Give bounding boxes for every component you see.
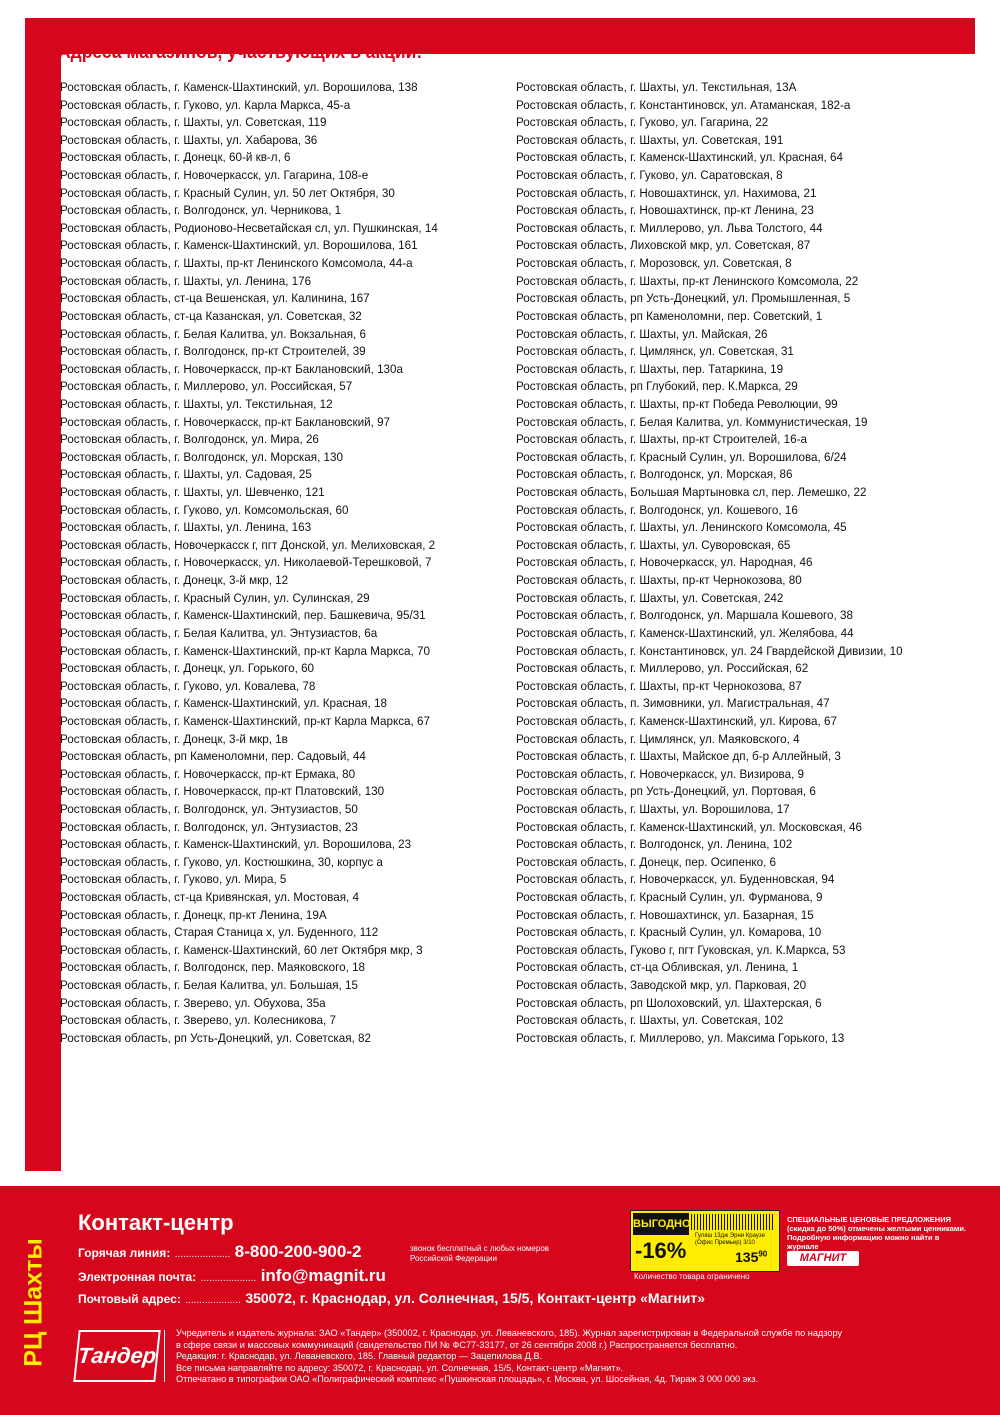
store-address: Ростовская область, г. Красный Сулин, ул. Комарова, 10 [516,925,822,940]
store-address: Ростовская область, г. Каменск-Шахтинский, 60 лет Октября мкр, 3 [60,942,423,957]
store-address: Ростовская область, рп Усть-Донецкий, ул. Промышленная, 5 [516,291,851,306]
store-address: Ростовская область, г. Константиновск, ул. 24 Гвардейской Дивизии, 10 [516,643,903,658]
legal-text [176,1328,976,1386]
store-address: Ростовская область, г. Шахты, пр-кт Строителей, 16-а [516,432,807,447]
store-address: Ростовская область, Заводской мкр, ул. Парковая, 20 [516,978,807,993]
store-address: Ростовская область, Большая Мартыновка сл, пер. Лемешко, 22 [516,485,867,500]
address-list-right [516,79,927,1048]
special-offers-text: СПЕЦИАЛЬНЫЕ ЦЕНОВЫЕ ПРЕДЛОЖЕНИЯ (скидка до 50%) отмечены желтыми ценниками. Подробную информацию можно найти в журнале [787,1215,967,1251]
store-address: Ростовская область, г. Гуково, ул. Комсомольская, 60 [60,502,349,517]
page-title: Адреса магазинов, участвующих в акции: [58,42,423,63]
store-address: Ростовская область, г. Красный Сулин, ул. Фурманова, 9 [516,890,823,905]
store-address: Ростовская область, ст-ца Вешенская, ул. Калинина, 167 [60,291,370,306]
store-address: Ростовская область, г. Шахты, ул. Советская, 102 [516,1013,784,1028]
store-address: Ростовская область, г. Константиновск, ул. Атаманская, 182-а [516,97,851,112]
store-address: Ростовская область, г. Гуково, ул. Мира, 5 [60,872,287,887]
store-address: Ростовская область, г. Шахты, ул. Хабарова, 36 [60,132,318,147]
store-address: Ростовская область, г. Шахты, ул. Ленина, 176 [60,273,312,288]
store-address: Ростовская область, Гуково г, пгт Гуковская, ул. К.Маркса, 53 [516,942,846,957]
store-address: Ростовская область, г. Гуково, ул. Саратовская, 8 [516,168,783,183]
email-dots: .................... [200,1273,257,1284]
store-address: Ростовская область, г. Каменск-Шахтинский, пр-кт Карла Маркса, 70 [60,643,430,658]
email-link[interactable]: info@magnit.ru [260,1266,386,1285]
store-address: Ростовская область, г. Шахты, ул. Майская, 26 [516,326,768,341]
address-list-left [60,79,462,1048]
store-address: Ростовская область, г. Новошахтинск, пр-кт Ленина, 23 [516,203,814,218]
hotline-label: Горячая линия: [78,1246,171,1260]
promo-price [735,1249,767,1265]
store-address: Ростовская область, г. Новошахтинск, ул. Нахимова, 21 [516,185,817,200]
tander-logo: Тандер [73,1330,160,1382]
store-address: Ростовская область, ст-ца Обливская, ул. Ленина, 1 [516,960,799,975]
promo-discount: -16% [635,1238,687,1263]
store-address: Ростовская область, г. Красный Сулин, ул. 50 лет Октября, 30 [60,185,395,200]
store-address: Ростовская область, г. Донецк, пер. Осипенко, 6 [516,854,777,869]
legal-line: в сфере связи и массовых коммуникаций (свидетельство ПИ № ФС77-33177, от 26 сентября 2008 г.) Распространяется бесплатно. [176,1339,738,1350]
store-address: Ростовская область, г. Волгодонск, ул. Маршала Кошевого, 38 [516,608,853,623]
store-address: Ростовская область, г. Шахты, ул. Садовая, 25 [60,467,312,482]
postal-dots: .................... [185,1295,241,1306]
store-address: Ростовская область, г. Новочеркасск, пр-кт Баклановский, 130а [60,361,403,376]
store-address: Ростовская область, ст-ца Казанская, ул. Советская, 32 [60,308,362,323]
store-address: Ростовская область, г. Белая Калитва, ул. Энтузиастов, 6а [60,625,378,640]
store-address: Ростовская область, г. Шахты, ул. Советская, 119 [60,115,327,130]
promo-price-cents: 90 [758,1249,768,1259]
store-address: Ростовская область, г. Каменск-Шахтинский, ул. Красная, 64 [516,150,843,165]
store-address: Ростовская область, г. Шахты, пр-кт Победа Революции, 99 [516,396,838,411]
store-address: Ростовская область, г. Шахты, ул. Ворошилова, 17 [516,801,790,816]
barcode-icon [691,1214,775,1230]
store-address: Ростовская область, г. Красный Сулин, ул. Сулинская, 29 [60,590,370,605]
store-address: Ростовская область, г. Новочеркасск, ул. Буденновская, 94 [516,872,835,887]
store-address: Ростовская область, г. Гуково, ул. Гагарина, 22 [516,115,769,130]
store-address: Ростовская область, п. Зимовники, ул. Магистральная, 47 [516,696,830,711]
store-address: Ростовская область, г. Красный Сулин, ул. Ворошилова, 6/24 [516,449,847,464]
hotline-row [78,1242,361,1262]
store-address: Ростовская область, г. Новочеркасск, ул. Гагарина, 108-е [60,168,369,183]
store-address: Ростовская область, г. Волгодонск, ул. Черникова, 1 [60,203,342,218]
store-address: Ростовская область, г. Волгодонск, ул. Морская, 86 [516,467,793,482]
store-address: Ростовская область, рп Шолоховский, ул. Шахтерская, 6 [516,995,822,1010]
hotline-dots: .................... [174,1249,231,1260]
store-address: Ростовская область, г. Каменск-Шахтинский, ул. Желябова, 44 [516,625,854,640]
store-address: Ростовская область, г. Миллерово, ул. Льва Толстого, 44 [516,220,823,235]
store-address: Ростовская область, г. Шахты, пер. Татаркина, 19 [516,361,784,376]
store-address: Ростовская область, г. Донецк, 3-й мкр, 1в [60,731,288,746]
legal-line: Все письма направляйте по адресу: 350072, г. Краснодар, ул. Солнечная, 15/5, Контакт-центр «Магнит». [176,1362,624,1373]
store-address: Ростовская область, г. Донецк, ул. Горького, 60 [60,661,315,676]
store-address: Ростовская область, г. Шахты, пр-кт Чернокозова, 80 [516,573,802,588]
store-address: Ростовская область, ст-ца Кривянская, ул. Мостовая, 4 [60,890,359,905]
email-label: Электронная почта: [78,1270,197,1284]
store-address: Ростовская область, г. Каменск-Шахтинский, пер. Башкевича, 95/31 [60,608,426,623]
contact-center-title: Контакт-центр [78,1210,234,1235]
store-address: Ростовская область, г. Гуково, ул. Костюшкина, 30, корпус а [60,854,383,869]
store-address: Ростовская область, Лиховской мкр, ул. Советская, 87 [516,238,811,253]
footer-divider [164,1330,165,1382]
store-address: Ростовская область, г. Белая Калитва, ул. Вокзальная, 6 [60,326,366,341]
store-address: Ростовская область, г. Каменск-Шахтинский, ул. Красная, 18 [60,696,387,711]
store-address: Ростовская область, рп Усть-Донецкий, ул. Советская, 82 [60,1030,371,1045]
hotline-note: звонок бесплатный с любых номеров Российской Федерации [410,1244,550,1263]
store-address: Ростовская область, г. Шахты, ул. Советская, 242 [516,590,784,605]
store-address: Ростовская область, г. Новошахтинск, ул. Базарная, 15 [516,907,814,922]
store-address: Ростовская область, г. Белая Калитва, ул. Большая, 15 [60,978,358,993]
hotline-number[interactable]: 8-800-200-900-2 [234,1242,362,1261]
price-tag-example [630,1210,780,1272]
store-address: Ростовская область, г. Волгодонск, ул. Энтузиастов, 50 [60,801,358,816]
store-address: Ростовская область, г. Миллерово, ул. Максима Горького, 13 [516,1030,845,1045]
promo-note: Количество товара ограничено [634,1272,750,1281]
legal-line: Редакция: г. Краснодар, ул. Леваневского, 185. Главный редактор — Зацепилова Д.В. [176,1351,543,1361]
store-address: Ростовская область, г. Новочеркасск, ул. Народная, 46 [516,555,813,570]
store-address: Ростовская область, г. Цимлянск, ул. Советская, 31 [516,344,794,359]
promo-product: Гуляш 13дж Эрни Краузе (Офис Премьер) 3/10 [695,1233,765,1246]
promo-price-main: 135 [735,1249,759,1265]
store-address: Ростовская область, г. Новочеркасск, пр-кт Баклановский, 97 [60,414,391,429]
store-address: Ростовская область, г. Донецк, 3-й мкр, 12 [60,573,289,588]
store-address: Ростовская область, г. Шахты, ул. Шевченко, 121 [60,485,325,500]
store-address: Ростовская область, г. Цимлянск, ул. Маяковского, 4 [516,731,800,746]
store-address: Ростовская область, г. Белая Калитва, ул. Коммунистическая, 19 [516,414,868,429]
store-address: Ростовская область, г. Шахты, пр-кт Чернокозова, 87 [516,678,802,693]
store-address: Ростовская область, г. Волгодонск, ул. Энтузиастов, 23 [60,819,358,834]
store-address: Ростовская область, г. Новочеркасск, ул. Визирова, 9 [516,766,805,781]
store-address: Ростовская область, г. Каменск-Шахтинский, ул. Московская, 46 [516,819,863,834]
store-address: Ростовская область, г. Волгодонск, ул. Морская, 130 [60,449,343,464]
store-address: Ростовская область, рп Каменоломни, пер. Советский, 1 [516,308,823,323]
store-address: Ростовская область, г. Новочеркасск, пр-кт Платовский, 130 [60,784,385,799]
store-address: Ростовская область, г. Зверево, ул. Колесникова, 7 [60,1013,336,1028]
store-address: Ростовская область, г. Шахты, ул. Ленинского Комсомола, 45 [516,520,847,535]
store-address: Ростовская область, г. Шахты, пр-кт Ленинского Комсомола, 44-а [60,256,413,271]
magnit-logo: МАГНИТ [787,1251,859,1266]
store-address: Ростовская область, рп Усть-Донецкий, ул. Портовая, 6 [516,784,816,799]
store-address: Ростовская область, г. Шахты, пр-кт Ленинского Комсомола, 22 [516,273,859,288]
store-address: Ростовская область, г. Миллерово, ул. Российская, 57 [60,379,353,394]
store-address: Ростовская область, г. Новочеркасск, ул. Николаевой-Терешковой, 7 [60,555,432,570]
postal-label: Почтовый адрес: [78,1292,181,1306]
store-address: Ростовская область, Новочеркасск г, пгт Донской, ул. Мелиховская, 2 [60,537,436,552]
store-address: Ростовская область, г. Шахты, ул. Текстильная, 12 [60,396,333,411]
store-address: Ростовская область, рп Каменоломни, пер. Садовый, 44 [60,749,366,764]
store-address: Ростовская область, г. Шахты, Майское дп, б-р Аллейный, 3 [516,749,841,764]
store-address: Ростовская область, г. Волгодонск, пер. Маяковского, 18 [60,960,366,975]
store-address: Ростовская область, г. Новочеркасск, пр-кт Ермака, 80 [60,766,356,781]
store-address: Ростовская область, г. Морозовск, ул. Советская, 8 [516,256,792,271]
store-address: Ростовская область, г. Шахты, ул. Текстильная, 13А [516,80,797,94]
store-address: Ростовская область, г. Донецк, пр-кт Ленина, 19А [60,907,327,922]
region-label [12,1202,62,1402]
store-address: Ростовская область, г. Волгодонск, ул. Мира, 26 [60,432,319,447]
store-address: Ростовская область, г. Каменск-Шахтинский, ул. Ворошилова, 138 [60,80,418,94]
email-row [78,1266,386,1286]
store-address: Ростовская область, г. Каменск-Шахтинский, ул. Ворошилова, 161 [60,238,418,253]
store-address: Ростовская область, г. Гуково, ул. Ковалева, 78 [60,678,316,693]
store-address: Ростовская область, Родионово-Несветайская сл, ул. Пушкинская, 14 [60,220,438,235]
store-address: Ростовская область, г. Каменск-Шахтинский, ул. Кирова, 67 [516,713,837,728]
store-address: Ростовская область, г. Зверево, ул. Обухова, 35а [60,995,326,1010]
postal-address: 350072, г. Краснодар, ул. Солнечная, 15/5, Контакт-центр «Магнит» [245,1290,706,1306]
region-label-text: РЦ Шахты [19,1238,48,1367]
store-address: Ростовская область, г. Шахты, ул. Ленина, 163 [60,520,312,535]
store-address: Ростовская область, рп Глубокий, пер. К.Маркса, 29 [516,379,798,394]
postal-row [78,1290,705,1308]
store-address: Ростовская область, г. Волгодонск, ул. Ленина, 102 [516,837,793,852]
store-address: Ростовская область, г. Шахты, ул. Советская, 191 [516,132,784,147]
promo-badge: ВЫГОДНО [633,1213,689,1235]
store-address: Ростовская область, г. Волгодонск, пр-кт Строителей, 39 [60,344,366,359]
store-address: Ростовская область, г. Волгодонск, ул. Кошевого, 16 [516,502,798,517]
store-address: Ростовская область, г. Каменск-Шахтинский, ул. Ворошилова, 23 [60,837,412,852]
store-address: Ростовская область, г. Миллерово, ул. Российская, 62 [516,661,809,676]
legal-line: Учредитель и издатель журнала: ЗАО «Тандер» (350002, г. Краснодар, ул. Леваневского, 185). Журнал зарегистрирован в Федеральной службе по надзору [176,1328,843,1338]
store-address: Ростовская область, Старая Станица х, ул. Буденного, 112 [60,925,379,940]
store-address: Ростовская область, г. Гуково, ул. Карла Маркса, 45-а [60,97,351,112]
legal-line: Отпечатано в типографии ОАО «Полиграфический комплекс «Пушкинская площадь», г. Москва, ул. Шосейная, 4д. Тираж 3 000 000 экз. [176,1374,759,1384]
store-address: Ростовская область, г. Донецк, 60-й кв-л, 6 [60,150,291,165]
store-address: Ростовская область, г. Каменск-Шахтинский, пр-кт Карла Маркса, 67 [60,713,430,728]
store-address: Ростовская область, г. Шахты, ул. Суворовская, 65 [516,537,791,552]
